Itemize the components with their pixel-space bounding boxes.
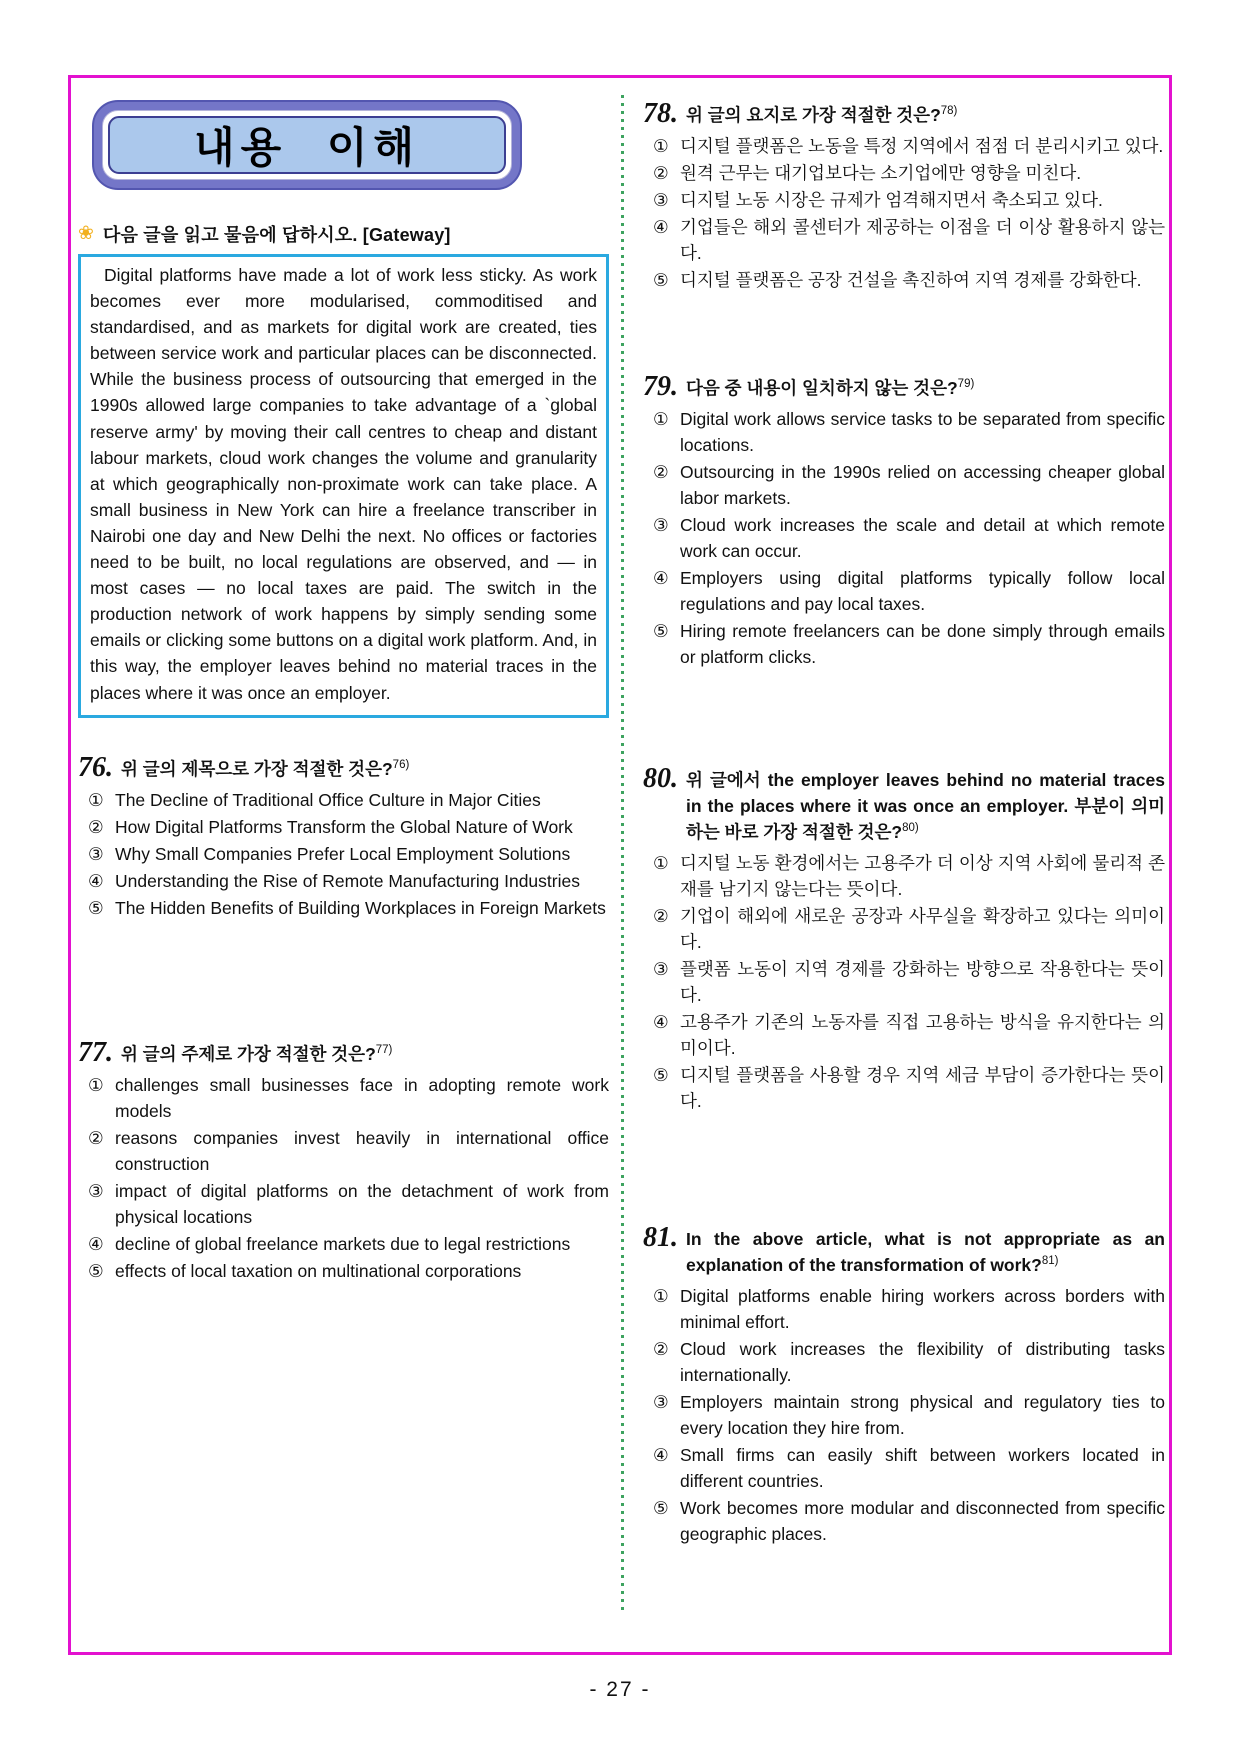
option-2 xyxy=(643,160,1165,186)
option-3 xyxy=(78,841,609,867)
passage-box xyxy=(78,254,609,718)
option-marker: ③ xyxy=(653,959,669,979)
instruction-sentence: 다음 글을 읽고 물음에 답하시오. xyxy=(102,225,358,245)
option-marker: ② xyxy=(653,1339,669,1359)
option-text: Understanding the Rise of Remote Manufacturing Industries xyxy=(115,870,580,891)
question-prompt-text: 위 글의 제목으로 가장 적절한 것은? xyxy=(121,758,393,779)
option-text: The Hidden Benefits of Building Workplaces in Foreign Markets xyxy=(115,897,606,918)
option-5 xyxy=(643,618,1165,670)
option-3 xyxy=(643,512,1165,564)
option-text: Why Small Companies Prefer Local Employment Solutions xyxy=(115,843,571,864)
option-text: 디지털 노동 환경에서는 고용주가 더 이상 지역 사회에 물리적 존재를 남기지 않는다는 뜻이다. xyxy=(680,853,1165,899)
question-number: 80. xyxy=(643,763,678,794)
option-5 xyxy=(643,267,1165,293)
option-marker: ② xyxy=(653,462,669,482)
option-text: 기업이 해외에 새로운 공장과 사무실을 확장하고 있다는 의미이다. xyxy=(680,906,1165,952)
question-prompt-text: 위 글에서 the employer leaves behind no material traces in the places where it was once an employer. 부분이 의미하는 바로 가장 적절한 것은? xyxy=(686,770,1165,842)
option-4 xyxy=(78,868,609,894)
option-1 xyxy=(643,1283,1165,1335)
option-text: 디지털 노동 시장은 규제가 엄격해지면서 축소되고 있다. xyxy=(680,190,1103,210)
option-text: 플랫폼 노동이 지역 경제를 강화하는 방향으로 작용한다는 뜻이다. xyxy=(680,959,1165,1005)
option-marker: ④ xyxy=(653,568,669,588)
footnote-ref: 81) xyxy=(1041,1255,1059,1268)
column-divider xyxy=(621,95,624,1615)
option-4 xyxy=(643,1442,1165,1494)
instruction-line xyxy=(78,221,609,247)
option-5 xyxy=(78,895,609,921)
option-2 xyxy=(643,1336,1165,1388)
option-4 xyxy=(78,1231,609,1257)
option-marker: ④ xyxy=(88,1233,104,1254)
option-text: 디지털 플랫폼은 공장 건설을 촉진하여 지역 경제를 강화한다. xyxy=(680,270,1142,290)
instruction-text xyxy=(103,221,451,247)
option-1 xyxy=(643,406,1165,458)
option-2 xyxy=(643,903,1165,955)
option-marker: ② xyxy=(88,816,104,837)
option-text: Cloud work increases the scale and detail at which remote work can occur. xyxy=(680,515,1165,561)
option-text: Small firms can easily shift between workers located in different countries. xyxy=(680,1445,1165,1491)
option-text: The Decline of Traditional Office Culture in Major Cities xyxy=(115,789,541,810)
option-marker: ① xyxy=(653,136,669,156)
option-marker: ⑤ xyxy=(653,270,669,290)
option-text: effects of local taxation on multinational corporations xyxy=(115,1260,522,1281)
option-marker: ① xyxy=(653,409,669,429)
question-79 xyxy=(643,373,1165,670)
option-marker: ④ xyxy=(88,870,104,891)
option-text: Employers using digital platforms typically follow local regulations and pay local taxes. xyxy=(680,568,1165,614)
option-5 xyxy=(643,1062,1165,1114)
option-marker: ④ xyxy=(653,1445,669,1465)
option-marker: ⑤ xyxy=(88,1260,104,1281)
option-marker: ① xyxy=(653,853,669,873)
option-marker: ③ xyxy=(653,515,669,535)
question-number: 78. xyxy=(643,98,678,129)
question-prompt xyxy=(686,100,957,128)
option-marker: ⑤ xyxy=(88,897,104,918)
option-marker: ⑤ xyxy=(653,1498,669,1518)
right-column xyxy=(643,100,1165,1548)
option-text: 기업들은 해외 콜센터가 제공하는 이점을 더 이상 활용하지 않는다. xyxy=(680,217,1165,263)
question-76-header xyxy=(78,751,609,783)
option-text: Employers maintain strong physical and regulatory ties to every location they hire from. xyxy=(680,1392,1165,1438)
question-prompt-text: 다음 중 내용이 일치하지 않는 것은? xyxy=(686,378,958,398)
question-79-header xyxy=(643,373,1165,401)
question-prompt xyxy=(686,373,974,401)
option-1 xyxy=(78,1072,609,1124)
option-marker: ③ xyxy=(88,1180,104,1201)
source-tag: [Gateway] xyxy=(362,225,451,245)
passage-text: Digital platforms have made a lot of work less sticky. As work becomes ever more modularised, commoditised and standardised, and as markets for digital work are created, ties between service work and particular places can be disconnected. While the business process of outsourcing that emerged in the 1990s allowed large companies to take advantage of a `global reserve army' by moving their call centres to cheap and distant labour markets, cloud work changes the volume and granularity at which geographically non-proximate work can take place. A small business in New York can hire a freelance transcriber in Nairobi one day and New Delhi the next. No offices or factories need to be built, no local regulations are observed, and — in most cases — no local taxes are paid. The switch in the production network of work happens by simply sending some emails or clicking some buttons on a digital work platform. And, in this way, the employer leaves behind no material traces in the places where it was once an employer. xyxy=(90,265,597,703)
option-text: 디지털 플랫폼은 노동을 특정 지역에서 점점 더 분리시키고 있다. xyxy=(680,136,1164,156)
option-2 xyxy=(78,1125,609,1177)
option-marker: ④ xyxy=(653,217,669,237)
option-text: Hiring remote freelancers can be done simply through emails or platform clicks. xyxy=(680,621,1165,667)
option-marker: ③ xyxy=(653,1392,669,1412)
option-marker: ① xyxy=(653,1286,669,1306)
option-text: impact of digital platforms on the detachment of work from physical locations xyxy=(115,1180,609,1227)
option-marker: ⑤ xyxy=(653,1065,669,1085)
option-5 xyxy=(78,1258,609,1284)
option-text: Work becomes more modular and disconnected from specific geographic places. xyxy=(680,1498,1165,1544)
option-marker: ③ xyxy=(88,843,104,864)
option-text: challenges small businesses face in adopting remote work models xyxy=(115,1074,609,1121)
title-frame-ring xyxy=(102,110,512,180)
page-title: 내용 이해 xyxy=(194,124,420,171)
question-81 xyxy=(643,1224,1165,1547)
section-title-box xyxy=(92,100,522,190)
option-marker: ③ xyxy=(653,190,669,210)
option-marker: ④ xyxy=(653,1012,669,1032)
question-prompt xyxy=(121,754,409,782)
flower-icon: ❀ xyxy=(78,223,94,244)
option-text: 원격 근무는 대기업보다는 소기업에만 영향을 미친다. xyxy=(680,163,1082,183)
question-77 xyxy=(78,1036,609,1284)
option-1 xyxy=(643,133,1165,159)
question-prompt-text: 위 글의 요지로 가장 적절한 것은? xyxy=(686,105,941,125)
option-marker: ① xyxy=(88,789,104,810)
question-80-header xyxy=(643,765,1165,845)
option-marker: ① xyxy=(88,1074,104,1095)
footnote-ref: 79) xyxy=(957,378,975,391)
question-prompt-text: 위 글의 주제로 가장 적절한 것은? xyxy=(121,1043,376,1064)
option-3 xyxy=(643,956,1165,1008)
option-text: 디지털 플랫폼을 사용할 경우 지역 세금 부담이 증가한다는 뜻이다. xyxy=(680,1065,1165,1111)
option-4 xyxy=(643,1009,1165,1061)
option-3 xyxy=(78,1178,609,1230)
question-number: 76. xyxy=(78,751,113,783)
question-78 xyxy=(643,100,1165,293)
option-marker: ② xyxy=(88,1127,104,1148)
question-prompt xyxy=(686,765,1165,845)
option-4 xyxy=(643,214,1165,266)
option-text: 고용주가 기존의 노동자를 직접 고용하는 방식을 유지한다는 의미이다. xyxy=(680,1012,1165,1058)
question-number: 79. xyxy=(643,371,678,402)
question-78-header xyxy=(643,100,1165,128)
question-77-header xyxy=(78,1036,609,1068)
question-prompt-text: In the above article, what is not appropriate as an explanation of the transformation of work? xyxy=(686,1229,1165,1275)
option-text: Cloud work increases the flexibility of distributing tasks internationally. xyxy=(680,1339,1165,1385)
footnote-ref: 76) xyxy=(392,758,410,771)
question-76 xyxy=(78,751,609,921)
question-number: 81. xyxy=(643,1222,678,1253)
option-text: decline of global freelance markets due to legal restrictions xyxy=(115,1233,571,1254)
page-number: - 27 - xyxy=(589,1678,651,1701)
footnote-ref: 77) xyxy=(375,1043,393,1056)
option-marker: ② xyxy=(653,906,669,926)
option-text: How Digital Platforms Transform the Global Nature of Work xyxy=(115,816,573,837)
option-text: Digital platforms enable hiring workers across borders with minimal effort. xyxy=(680,1286,1165,1332)
option-1 xyxy=(78,787,609,813)
option-text: Digital work allows service tasks to be separated from specific locations. xyxy=(680,409,1165,455)
option-4 xyxy=(643,565,1165,617)
option-marker: ⑤ xyxy=(653,621,669,641)
question-81-header xyxy=(643,1224,1165,1278)
left-column xyxy=(78,221,609,1285)
option-5 xyxy=(643,1495,1165,1547)
footnote-ref: 80) xyxy=(902,822,919,835)
footnote-ref: 78) xyxy=(940,105,958,118)
option-3 xyxy=(643,187,1165,213)
title-inner-panel xyxy=(108,116,506,174)
question-80 xyxy=(643,765,1165,1114)
option-marker: ② xyxy=(653,163,669,183)
question-prompt xyxy=(686,1224,1165,1278)
option-1 xyxy=(643,850,1165,902)
question-number: 77. xyxy=(78,1036,113,1068)
question-prompt xyxy=(121,1039,392,1067)
option-text: Outsourcing in the 1990s relied on accessing cheaper global labor markets. xyxy=(680,462,1165,508)
option-2 xyxy=(78,814,609,840)
option-2 xyxy=(643,459,1165,511)
option-3 xyxy=(643,1389,1165,1441)
option-text: reasons companies invest heavily in international office construction xyxy=(115,1127,609,1174)
